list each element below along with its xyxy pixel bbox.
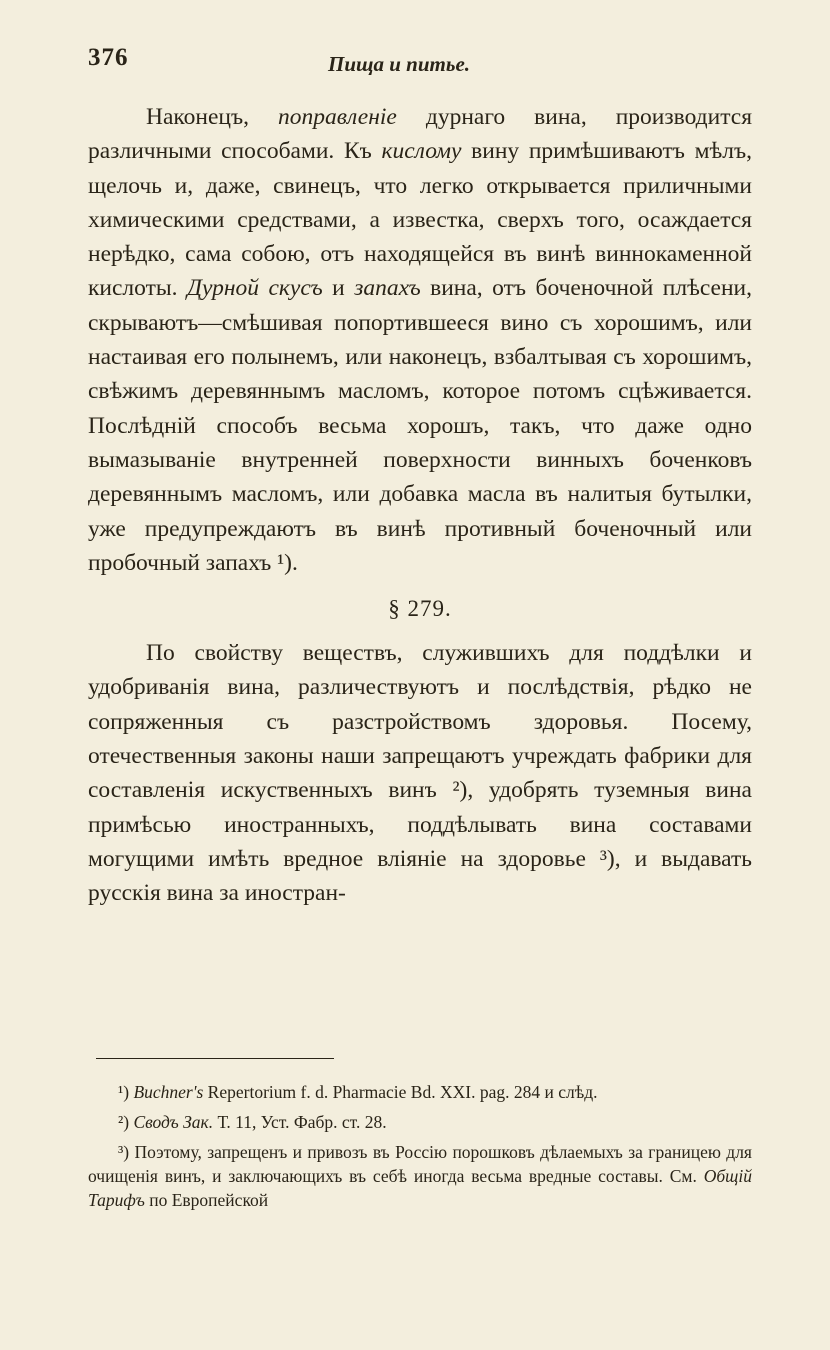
footnote-3: ³) Поэтому, запрещенъ и привозъ въ Россію порошковъ дѣлаемыхъ за границею для очищенія винъ, и заключающихъ въ себѣ иногда весьма вредные составы. См. Общій Тарифъ по Европейской <box>88 1142 752 1210</box>
running-head: Пища и питье. <box>328 52 471 76</box>
term-smell: запахъ <box>354 275 421 302</box>
footnotes <box>88 1080 752 1218</box>
footnote-1: ¹) Buchner's Repertorium f. d. Pharmacie Bd. XXI. pag. 284 и слѣд. <box>118 1082 598 1102</box>
footnote-divider <box>96 1058 334 1059</box>
term-bad-taste: Дурной скусъ <box>187 275 323 302</box>
section-heading: § 279. <box>388 596 452 622</box>
footnote-1-author: Buchner's <box>133 1082 204 1102</box>
footnote-3-tariff: Общій Тарифъ <box>88 1166 752 1210</box>
paragraph-wine-laws: По свойству веществъ, служившихъ для поддѣлки и удобриванія вина, различествуютъ и послѣдствія, рѣдко не сопряженныя съ разстройствомъ здоровья. Посему, отечественныя законы наши запрещаютъ учреждать фабрики для составленія искуственныхъ винъ ²), удобрять туземныя вина примѣсью иностранныхъ, поддѣлывать вина составами могущими имѣть вредное вліяніе на здоровье ³), и выдавать русскія вина за иностран- <box>88 640 752 907</box>
page-number: 376 <box>88 44 129 71</box>
page-header <box>88 40 753 80</box>
footnote-2-source: Сводъ Зак. <box>133 1112 214 1132</box>
paragraph-wine-correction: Наконецъ, поправленіе дурнаго вина, производится различными способами. Къ кислому вину примѣшиваютъ мѣлъ, щелочь и, даже, свинецъ, что легко открывается приличными химическими средствами, а известка, сверхъ того, осаждается нерѣдко, сама собою, отъ находящейся въ винѣ виннокаменной кислоты. Дурной скусъ и запахъ вина, отъ боченочной плѣсени, скрываютъ—смѣшивая попортившееся вино съ хорошимъ, или настаивая его полынемъ, или наконецъ, взбалтывая съ хорошимъ, свѣжимъ деревяннымъ масломъ, которое потомъ сцѣживается. Послѣдній способъ весьма хорошъ, такъ, что даже одно вымазываніе внутренней поверхности винныхъ боченковъ деревяннымъ масломъ, или добавка масла въ налитыя бутылки, уже предупреждаютъ въ винѣ противный боченочный или пробочный запахъ ¹). <box>88 104 753 576</box>
body-text <box>88 100 752 911</box>
footnote-2: ²) Сводъ Зак. Т. 11, Уст. Фабр. ст. 28. <box>118 1112 387 1132</box>
term-sour: кислому <box>381 138 462 165</box>
term-correction: поправленіе <box>278 104 397 130</box>
